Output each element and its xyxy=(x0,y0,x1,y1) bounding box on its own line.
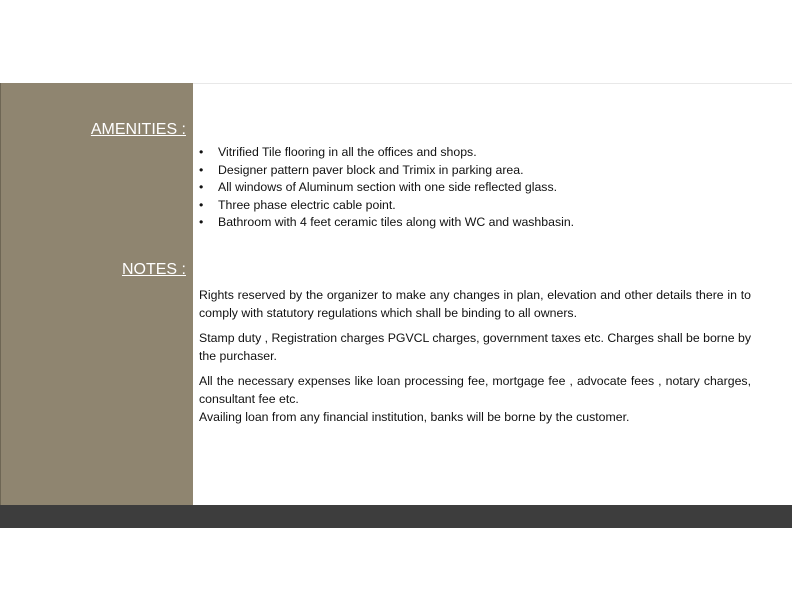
notes-paragraph: Availing loan from any financial institution, banks will be borne by the customer. xyxy=(199,409,630,424)
notes-paragraph: All the necessary expenses like loan processing fee, mortgage fee , advocate fees , notary charges, consultant fee etc. xyxy=(199,374,751,406)
list-item: • All windows of Aluminum section with one side reflected glass. xyxy=(199,179,751,197)
list-item: • Three phase electric cable point. xyxy=(199,197,751,215)
footer-bar xyxy=(0,505,792,528)
left-panel xyxy=(0,83,193,505)
list-item: • Bathroom with 4 feet ceramic tiles along with WC and washbasin. xyxy=(199,214,751,232)
amenities-heading: AMENITIES : xyxy=(90,121,186,138)
amenities-list xyxy=(199,144,751,232)
notes-paragraph: Stamp duty , Registration charges PGVCL charges, government taxes etc. Charges shall be borne by the purchaser. xyxy=(199,331,751,363)
list-item: • Designer pattern paver block and Trimix in parking area. xyxy=(199,162,751,180)
notes-heading: NOTES : xyxy=(121,261,186,278)
list-item: • Vitrified Tile flooring in all the offices and shops. xyxy=(199,144,751,162)
top-divider xyxy=(193,83,792,84)
notes-paragraph: Rights reserved by the organizer to make any changes in plan, elevation and other details there in to comply with statutory regulations which shall be binding to all owners. xyxy=(199,288,751,320)
notes-body xyxy=(199,287,751,434)
